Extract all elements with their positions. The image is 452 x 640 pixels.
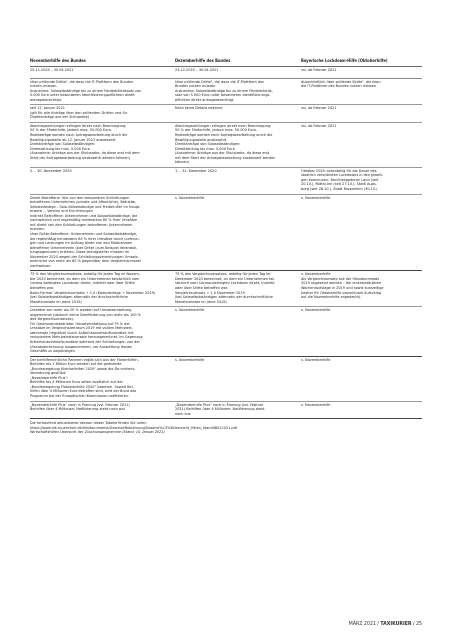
table-cell: s. Novemberhilfe [301, 307, 422, 356]
table-row [30, 105, 422, 123]
table-cell: 23.12.2020 – 30.04.2021 [175, 66, 301, 78]
footer-page-number: / 25 [411, 621, 422, 627]
table-cell: vsl. ab Februar 2021 [301, 105, 422, 123]
table-cell: s. Novemberhilfe Als Vergleichsumsatz soll der Oktoberumsatz 2019 angesetzt werden – die umsatzstärkeren Wochenlaufstage in 2019 und sowie kurzzeitige (bisher für Oktoberhilfe prozentuale Aufschlag auf die Novemberhilfe angedacht). [301, 271, 422, 307]
table-cell: „Novemberhilfe Plus“ noch in Planung (vsl. Februar 2021) Beihilfen über 4 Millionen: Notifizierung steht noch aus [30, 401, 175, 419]
footer-magazine: TAXIKURIER [380, 621, 412, 627]
table-row [30, 122, 422, 167]
table-cell: Ausschließlich über prüfende Dritte¹, die dazu die IT-Plattform des Bundes nutzen müssen [301, 78, 422, 105]
table-cell: s. Novemberhilfe [301, 356, 422, 401]
funding-comparison-table [30, 58, 422, 419]
table-cell: s. Novemberhilfe [175, 194, 301, 271]
footnote-source-date: (Stand: 15. Januar 2021) [122, 429, 165, 435]
table-cell: s. Novemberhilfe [301, 194, 422, 271]
table-cell: Abschlagszahlungen erfolgen direkt nach Beantragung: 50 % der Förderhilfe, jedoch max. 50.000 Euro. Restbeträge werden nach Antragsbearbeitung durch die Bewilligungsstelle ausbezahlt. Direktanträge von Soloselbständigen: Direktzahlung bis max. 5.000 Euro (Ausnahme: Anträge aus der Stichprobe, da diese erst mit dem Start der Antragsbearbeitung ausbezahlt werden können) [175, 122, 301, 167]
table-row [30, 167, 422, 194]
table-cell: vsl. ab Februar 2021 [301, 122, 422, 167]
page-footer [349, 621, 422, 627]
footnote-source [30, 430, 422, 435]
table-row [30, 271, 422, 307]
table-cell: vsl. ab Februar 2021 [301, 66, 422, 78]
header-novemberhilfe: Novemberhilfe des Bundes [30, 58, 175, 66]
table-row [30, 78, 422, 105]
table-row [30, 66, 422, 78]
header-dezemberhilfe: Dezemberhilfe des Bundes [175, 58, 301, 66]
table-cell: 75 % des Vergleichsumsatzes, anteilig für jeden Tag im Dezember 2020 berechnet, an dem ein Unternehmen tat- sächlich vom Corona-bedingten Lockdown direkt, indirekt oder über Dritte betroffen war. Vergleichsumsatz ÷ 1,0 Dezember 2019 (bei Soloselbstständigen alternativ der durchschnittliche Monatsumsatz im Jahre 2019) [175, 271, 301, 307]
table-cell: Abschlagszahlungen erfolgen direkt nach Beantragung: 50 % der Förderhilfe, jedoch max. 50.000 Euro. Restbeträge werden nach Antragsbearbeitung durch die Bewilligungsstelle ab 12. Januar 2021 ausbezahlt. Direktanträge von Soloselbständigen: Direktzahlung bis max. 5.000 Euro (Ausnahme: Anträge aus der Stichprobe, da diese erst mit dem Start der Antragsbearbeitung ausbezahlt werden können) [30, 122, 175, 167]
table-row [30, 356, 422, 401]
table-cell: s. Novemberhilfe [175, 356, 301, 401]
table-cell: seit 12. Januar 2021 (gilt für alle Anträge über den prüfenden Dritten und für Direktanträge aus der Stichprobe) [30, 105, 175, 123]
table-cell: Über prüfende Dritte¹, die dazu die IT-Plattform des Bundes nutzen müssen Ausnahme: Soloselbständige bis zu einem Förderhöchst- satz von 5.000 Euro unter besonderen Identifizierungs- pflichten direkt antragsberechtigt. [175, 78, 301, 105]
table-cell: Umsätze von mehr als 25 % werden auf Umsatzerstattung angerechnet (dadurch keine Überförderung von mehr als 100 % des Vergleichsumsatzes). Für Gastronomiebetriebe: Umsatzerstattung auf 75 % der Umsätze im Vergleichszeitraum 2019 mit vollem Mehrwert- steuersatz (reguläre) durch Außerhausverkaufsumsätze mit reduziertem Mehrwertsteuersatz herausgerechnet. Im Gegenzug Außerhausverkaufsumsätze während der Schließungen von der Umsatzanrechnung ausgenommen, um Ausweitung dieses Geschäfts zu begünstigen [30, 307, 175, 356]
table-cell: Noch keine Details bekannt [175, 105, 301, 123]
comparison-table-page [30, 58, 422, 435]
table-cell: 25.11.2020 – 30.04.2021 [30, 66, 175, 78]
table-row [30, 194, 422, 271]
table-cell: s. Novemberhilfe [301, 401, 422, 419]
footnote-url-link[interactable]: https://www.ihk-muenchen.de/ihk/documents/Geschaeftsfuehrung/Gesamt%C3%BCbersicht_Hilfen_Stand08012021.pdf [30, 424, 237, 430]
table-cell: 2. – 30. November 2020 [30, 167, 175, 194]
table-cell: Über prüfende Dritte¹, die dazu die IT-Plattform des Bundes nutzen müssen Ausnahme: Soloselbständige bis zu einem Förderhöchstsatz von 5.000 Euro unter besonderen Identifizierungspflichten direkt antragsberechtigt. [30, 78, 175, 105]
footnote-intro: Die fortlaufend aktualisierte Version dieser Tabelle finden Sie unter: [30, 420, 148, 426]
table-cell: Direkt Betroffene: Alle von den temporären Schließungen betroffenen Unternehmen (private und öffentliche), Betriebe, Selbstständige – Solo-Selbstständige und Freiberufler im Haupt- erwerb –, Vereine und Einrichtungen Indirekt Betroffene: Unternehmen und Soloselbstständige, die nachweislich und regelmäßig mindestens 80 % ihrer Umsätze mit direkt von den Schließungen betroffenen Unternehmen erzielen. Über Dritte Betroffene: Unternehmen und Soloselbstständige, die regelmäßig mindestens 80 % ihrer Umsätze durch Lieferun- gen und Leistungen im Auftrag direkt von den Maßnahmen betroffener Unternehmen über Dritte (zum Beispiel Veranstal- tungsagenturen) erzielen. Diese Antragsteller müssen im November 2020 wegen der Schließungsverordnungen Umsatz- einbrüche von mehr als 80 % gegenüber dem Vergleichsumsatz nachweisen. [30, 194, 175, 271]
footer-date: MÄRZ 2021 / [348, 621, 381, 627]
table-row [30, 307, 422, 356]
table-cell: 1. – 31. Dezember 2020 [175, 167, 301, 194]
table-cell: Der beihilferechtliche Rahmen ergibt sich aus der Förderhilfen. Beihilfen bis 1 Million Euro werden auf die geänderte „Bundesregelung Kleinbeihilfen 2020“ sowie die De-minimis- Verordnung gestützt. „Novemberhilfe Plus“: Beihilfen bis 4 Millionen Euro sollen zusätzlich auf der „Bundesregelung Fixkostenhilfe 2020“ basieren. Soweit Bei- hilfen über 4 Millionen Euro betroffen sind, wird der Bund das Programm bei der Europäischen Kommission notifizieren. [30, 356, 175, 401]
table-cell: Oktober 2020: teilanteilig für die Dauer des staatlich verordneten Lockdowns in den jeweili- gen Kommunen: Berchtesgadener Land (seit 20.10.), Rottal-Inn (seit 27.10.), Stadt Augs- burg (seit 28.10.), Stadt Rosenheim (30.10.) [301, 167, 422, 194]
footnote-source-text: Wirtschaftshilfen Übersicht der Zuschussprogramme [30, 429, 123, 435]
table-header-row [30, 58, 422, 66]
table-cell: s. Novemberhilfe [175, 307, 301, 356]
header-oktoberhilfe: Bayerische Lockdown-Hilfe (Oktoberhilfe) [301, 58, 422, 66]
table-footnote [30, 421, 422, 435]
table-cell: 75 % des Vergleichsumsatzes, anteilig für jeden Tag im Novem- ber 2020 berechnet, an dem ein Unternehmen tatsächlich vom Corona-bedingten Lockdown direkt, indirekt oder über Dritte betroffen war. Basis-Formel: Vergleichsumsatz ÷ 1,0 (Kalendertage ÷ November 2019) (bei Soloselbstständigen alternativ der durchschnittliche Monatsumsatz im Jahre 2019) [30, 271, 175, 307]
table-cell: „Dezemberhilfe Plus“ noch in Planung (vsl. Februar 2021) Beihilfen über 4 Millionen: Notifizierung steht noch aus [175, 401, 301, 419]
table-row [30, 401, 422, 419]
